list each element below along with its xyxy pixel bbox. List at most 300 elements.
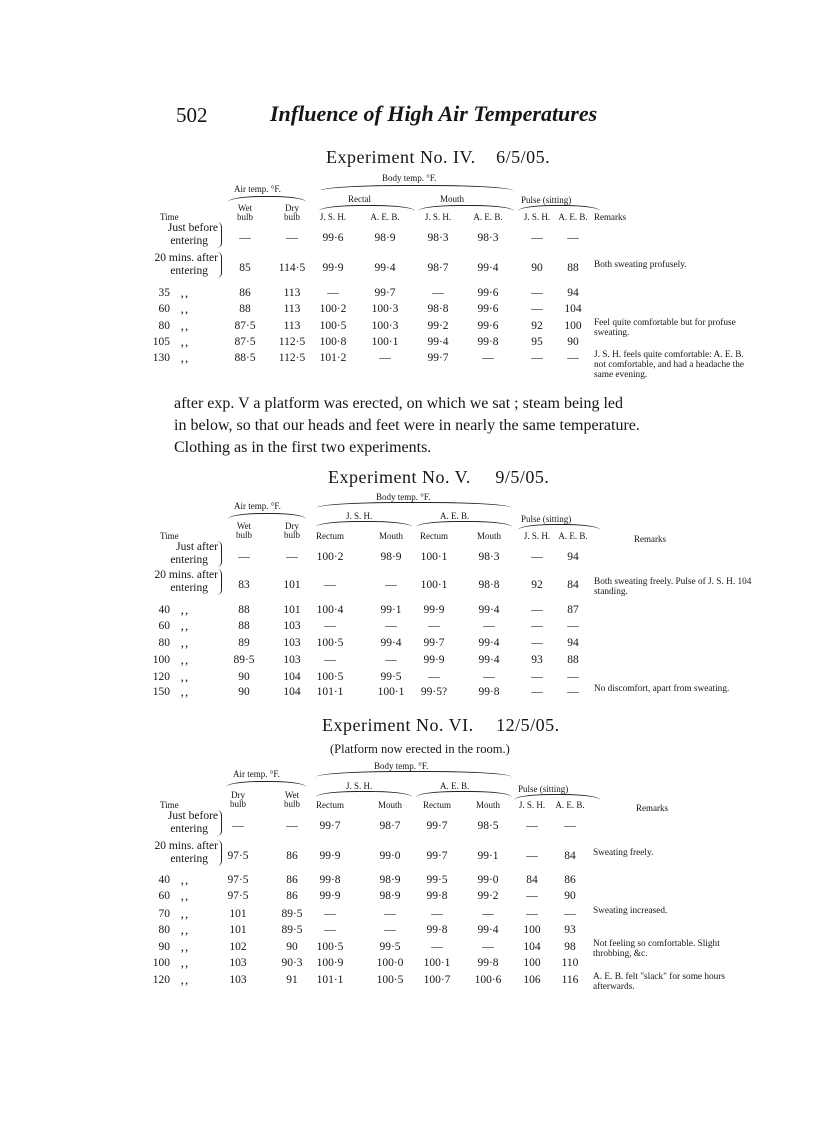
- paragraph-line-1: after exp. V a platform was erected, on which we sat ; steam being led: [174, 395, 624, 412]
- exp4-row-2-cell-5: 98·7: [427, 262, 449, 274]
- exp4-brace-pulse: [518, 205, 600, 211]
- exp6-row-3-cell-7: 84: [526, 874, 538, 886]
- exp6-row-3-cell-2: 86: [286, 874, 298, 886]
- exp6-row-9-cell-3: 101·1: [316, 974, 344, 986]
- exp6-row-6-cell-6: 99·4: [477, 924, 499, 936]
- paragraph-line-2: in below, so that our heads and feet were in nearly the same temperature.: [174, 417, 640, 434]
- exp4-row-5-cell-3: 100·5: [319, 320, 347, 332]
- exp5-brace-group1: [316, 521, 412, 527]
- exp5-row-5-cell-8: 94: [567, 637, 579, 649]
- exp5-brace-pulse: [518, 524, 600, 530]
- exp6-row-1-time-bottom: entering: [170, 823, 208, 835]
- exp6-row-4-cell-4: 98·9: [379, 890, 401, 902]
- exp5-row-7-cell-7: —: [531, 671, 543, 683]
- exp6-row-6-cell-4: —: [384, 924, 396, 936]
- exp5-brace-air: [228, 513, 306, 519]
- exp5-row-2-cell-3: —: [324, 579, 336, 591]
- exp6-row-2-cell-3: 99·9: [319, 850, 341, 862]
- exp6-row-9-cell-4: 100·5: [376, 974, 404, 986]
- exp5-row-6-cell-7: 93: [531, 654, 543, 666]
- exp6-row-9-cell-7: 106: [523, 974, 541, 986]
- exp5-row-5-cell-5: 99·7: [423, 637, 445, 649]
- exp6-row-6-cell-3: —: [324, 924, 336, 936]
- exp6-row-7-cell-6: —: [482, 941, 494, 953]
- exp4-row-3-cell-4: 99·7: [374, 287, 396, 299]
- exp6-hdr-air1-bottom: bulb: [229, 799, 246, 809]
- exp4-row-7-cell-5: 99·7: [427, 352, 449, 364]
- exp5-row-7-cell-4: 99·5: [380, 671, 402, 683]
- exp4-row-7-ditto: ‚‚: [180, 350, 189, 365]
- exp4-row-4-ditto: ‚‚: [180, 301, 189, 316]
- exp5-row-4-cell-3: —: [324, 620, 336, 632]
- exp4-row-3-cell-2: 113: [283, 287, 301, 299]
- exp5-hdr-pulse: Pulse (sitting): [521, 514, 572, 524]
- exp5-brace-group2: [416, 521, 512, 527]
- exp4-row-5-cell-1: 87·5: [234, 320, 256, 332]
- exp5-row-5-cell-3: 100·5: [316, 637, 344, 649]
- exp5-row-6-cell-8: 88: [567, 654, 579, 666]
- exp5-row-3-ditto: ‚‚: [180, 602, 189, 617]
- exp6-row-3-cell-4: 98·9: [379, 874, 401, 886]
- exp6-row-4-time: 60: [158, 890, 170, 902]
- exp4-hdr-pulse-2: A. E. B.: [558, 212, 588, 222]
- exp5-row-3-time: 40: [158, 604, 170, 616]
- exp6-row-7-cell-7: 104: [523, 941, 541, 953]
- exp4-row-3-cell-3: —: [327, 287, 339, 299]
- exp4-hdr-pulse: Pulse (sitting): [521, 195, 572, 205]
- exp5-row-2-cell-5: 100·1: [420, 579, 448, 591]
- exp4-brace-body: [319, 185, 514, 191]
- exp6-row-8-cell-3: 100·9: [316, 957, 344, 969]
- exp5-row-8-ditto: ‚‚: [180, 684, 189, 699]
- exp4-row-5-cell-7: 92: [531, 320, 543, 332]
- exp5-row-5-ditto: ‚‚: [180, 635, 189, 650]
- exp6-row-3-cell-1: 97·5: [227, 874, 249, 886]
- exp4-row-6-cell-6: 99·8: [477, 336, 499, 348]
- exp5-row-1-time-bottom: entering: [170, 554, 208, 566]
- page-number: 502: [176, 103, 208, 127]
- exp5-row-6-time: 100: [152, 654, 170, 666]
- exp6-row-1-cell-4: 98·7: [379, 820, 401, 832]
- exp5-title-text: Experiment No. V.: [328, 467, 471, 487]
- exp6-row-1-cell-6: 98·5: [477, 820, 499, 832]
- exp4-row-2-time-bottom: entering: [170, 265, 208, 277]
- exp4-row-7-remark: J. S. H. feels quite comfortable: A. E. B. not comfortable, and had a headache the same evening.: [594, 350, 744, 380]
- exp4-row-2-cell-6: 99·4: [477, 262, 499, 274]
- exp4-hdr-time: Time: [160, 212, 179, 222]
- exp6-row-1-cell-5: 99·7: [426, 820, 448, 832]
- exp5-row-3-cell-1: 88: [238, 604, 250, 616]
- exp4-hdr-col-3: J. S. H.: [424, 212, 452, 222]
- exp4-row-1-cell-7: —: [531, 232, 543, 244]
- exp6-brace-group2: [416, 791, 512, 797]
- exp4-hdr-col-4: A. E. B.: [473, 212, 503, 222]
- exp4-row-4-cell-7: —: [531, 303, 543, 315]
- exp4-brace-group2: [418, 205, 514, 211]
- exp6-row-2-cell-6: 99·1: [477, 850, 499, 862]
- exp6-row-9-cell-8: 116: [561, 974, 579, 986]
- exp4-row-3-cell-1: 86: [239, 287, 251, 299]
- exp5-row-4-cell-4: —: [385, 620, 397, 632]
- exp4-row-1-cell-5: 98·3: [427, 232, 449, 244]
- exp4-row-2-cell-8: 88: [567, 262, 579, 274]
- exp6-row-7-cell-2: 90: [286, 941, 298, 953]
- exp5-row-5-cell-2: 103: [283, 637, 301, 649]
- exp6-row-2-cell-8: 84: [564, 850, 576, 862]
- exp6-row-7-cell-3: 100·5: [316, 941, 344, 953]
- exp6-hdr-time: Time: [160, 800, 179, 810]
- exp5-row-3-cell-3: 100·4: [316, 604, 344, 616]
- exp5-row-3-cell-7: —: [531, 604, 543, 616]
- exp4-row-2-time-top: 20 mins. after: [154, 252, 218, 264]
- exp5-row-1-cell-4: 98·9: [380, 551, 402, 563]
- exp5-row-1-cell-7: —: [531, 551, 543, 563]
- exp5-row-6-cell-5: 99·9: [423, 654, 445, 666]
- exp6-row-4-cell-3: 99·9: [319, 890, 341, 902]
- exp5-row-4-cell-8: —: [567, 620, 579, 632]
- exp6-row-2-cell-2: 86: [286, 850, 298, 862]
- exp4-brace-group1: [319, 205, 415, 211]
- exp6-hdr-remarks: Remarks: [636, 803, 668, 813]
- exp5-hdr-pulse-2: A. E. B.: [558, 531, 588, 541]
- exp4-row-5-cell-4: 100·3: [371, 320, 399, 332]
- exp6-row-1-cell-1: —: [232, 820, 244, 832]
- exp6-row-6-time: 80: [158, 924, 170, 936]
- exp6-hdr-air2-top: Wet: [284, 790, 300, 800]
- exp6-row-2-cell-4: 99·0: [379, 850, 401, 862]
- exp4-hdr-air2-bottom: bulb: [283, 212, 300, 222]
- exp6-hdr-pulse-2: A. E. B.: [555, 800, 585, 810]
- exp4-hdr-col-1: J. S. H.: [319, 212, 347, 222]
- exp6-row-4-cell-6: 99·2: [477, 890, 499, 902]
- exp6-row-8-cell-5: 100·1: [423, 957, 451, 969]
- exp6-row-5-cell-3: —: [324, 908, 336, 920]
- exp5-row-7-cell-1: 90: [238, 671, 250, 683]
- exp5-row-2-time-bottom: entering: [170, 582, 208, 594]
- exp4-row-6-cell-5: 99·4: [427, 336, 449, 348]
- exp6-row-1-time-top: Just before: [167, 810, 218, 822]
- exp6-row-5-cell-2: 89·5: [281, 908, 303, 920]
- exp4-row-7-cell-8: —: [567, 352, 579, 364]
- exp6-row-4-cell-5: 99·8: [426, 890, 448, 902]
- exp5-row-6-cell-1: 89·5: [233, 654, 255, 666]
- exp5-row-1-cell-8: 94: [567, 551, 579, 563]
- exp6-row-7-cell-8: 98: [564, 941, 576, 953]
- exp4-row-3-time: 35: [158, 287, 170, 299]
- exp5-row-1-cell-5: 100·1: [420, 551, 448, 563]
- exp5-row-1-time-top: Just after: [176, 541, 218, 553]
- page-title: Influence of High Air Temperatures: [270, 101, 598, 126]
- exp5-hdr-col-3: Rectum: [420, 531, 448, 541]
- exp5-row-4-cell-2: 103: [283, 620, 301, 632]
- exp5-row-8-cell-1: 90: [238, 686, 250, 698]
- exp6-brace-air: [226, 781, 306, 787]
- exp6-row-6-ditto: ‚‚: [180, 922, 189, 937]
- exp4-row-4-cell-1: 88: [239, 303, 251, 315]
- exp6-row-8-cell-1: 103: [229, 957, 247, 969]
- exp5-row-5-cell-1: 89: [238, 637, 250, 649]
- exp4-row-3-cell-6: 99·6: [477, 287, 499, 299]
- exp4-row-5-time: 80: [158, 320, 170, 332]
- exp5-hdr-air2-top: Dry: [285, 521, 299, 531]
- exp4-row-7-cell-7: —: [531, 352, 543, 364]
- exp6-row-1-cell-8: —: [564, 820, 576, 832]
- exp6-row-4-cell-2: 86: [286, 890, 298, 902]
- exp4-row-4-cell-6: 99·6: [477, 303, 499, 315]
- exp5-row-8-cell-4: 100·1: [377, 686, 405, 698]
- exp4-row-6-cell-4: 100·1: [371, 336, 399, 348]
- exp6-hdr-air: Air temp. °F.: [233, 769, 280, 779]
- exp4-row-6-cell-2: 112·5: [278, 336, 306, 348]
- exp4-row-1-cell-8: —: [567, 232, 579, 244]
- exp6-hdr-pulse-1: J. S. H.: [518, 800, 546, 810]
- exp6-row-2-time-top: 20 mins. after: [154, 840, 218, 852]
- exp4-row-3-cell-5: —: [432, 287, 444, 299]
- exp6-row-9-ditto: ‚‚: [180, 972, 189, 987]
- exp6-date: 12/5/05.: [496, 715, 560, 735]
- exp5-row-7-cell-6: —: [483, 671, 495, 683]
- exp5-row-8-cell-8: —: [567, 686, 579, 698]
- exp4-row-6-ditto: ‚‚: [180, 334, 189, 349]
- exp6-row-6-cell-1: 101: [229, 924, 247, 936]
- exp5-row-4-cell-5: —: [428, 620, 440, 632]
- exp5-row-1-cell-1: —: [238, 551, 250, 563]
- exp5-row-8-cell-5: 99·5?: [420, 686, 448, 698]
- exp4-hdr-remarks: Remarks: [594, 212, 626, 222]
- exp4-row-1-cell-4: 98·9: [374, 232, 396, 244]
- exp5-row-4-time: 60: [158, 620, 170, 632]
- exp5-row-8-time: 150: [152, 686, 170, 698]
- exp4-row-6-time: 105: [152, 336, 170, 348]
- exp5-hdr-group1: J. S. H.: [346, 511, 373, 521]
- exp5-row-6-cell-4: —: [385, 654, 397, 666]
- exp5-brace-body: [316, 502, 512, 508]
- exp6-row-9-cell-2: 91: [286, 974, 298, 986]
- exp5-row-6-cell-6: 99·4: [478, 654, 500, 666]
- exp4-date: 6/5/05.: [496, 147, 551, 167]
- exp5-row-6-cell-2: 103: [283, 654, 301, 666]
- exp6-row-7-cell-1: 102: [229, 941, 247, 953]
- paragraph-line-3: Clothing as in the first two experiments.: [174, 439, 432, 456]
- exp6-row-8-cell-6: 99·8: [477, 957, 499, 969]
- exp6-row-7-ditto: ‚‚: [180, 939, 189, 954]
- exp5-row-2-cell-1: 83: [238, 579, 250, 591]
- exp5-row-5-cell-6: 99·4: [478, 637, 500, 649]
- exp5-row-7-cell-8: —: [567, 671, 579, 683]
- exp6-row-3-cell-5: 99·5: [426, 874, 448, 886]
- exp6-row-3-cell-3: 99·8: [319, 874, 341, 886]
- exp5-row-3-cell-8: 87: [567, 604, 579, 616]
- exp6-row-2-cell-5: 99·7: [426, 850, 448, 862]
- exp6-row-4-ditto: ‚‚: [180, 888, 189, 903]
- exp4-row-7-cell-2: 112·5: [278, 352, 306, 364]
- exp6-hdr-col-1: Rectum: [316, 800, 344, 810]
- exp4-hdr-air1-bottom: bulb: [236, 212, 253, 222]
- exp4-row-3-cell-7: —: [531, 287, 543, 299]
- exp5-hdr-air: Air temp. °F.: [234, 501, 281, 511]
- exp6-row-7-remark: Not feeling so comfortable. Slight throbbing, &c.: [593, 939, 720, 959]
- exp4-hdr-group1: Rectal: [348, 194, 371, 204]
- exp5-row-4-cell-7: —: [531, 620, 543, 632]
- exp5-row-8-remark: No discomfort, apart from sweating.: [594, 684, 730, 694]
- exp6-title: [322, 715, 560, 736]
- exp6-row-5-time: 70: [158, 908, 170, 920]
- exp5-row-8-cell-6: 99·8: [478, 686, 500, 698]
- exp6-row-1-cell-3: 99·7: [319, 820, 341, 832]
- exp6-row-4-cell-1: 97·5: [227, 890, 249, 902]
- exp4-row-5-ditto: ‚‚: [180, 318, 189, 333]
- exp6-hdr-col-2: Mouth: [377, 800, 402, 810]
- exp6-row-9-remark: A. E. B. felt "slack" for some hours afterwards.: [593, 972, 726, 992]
- exp4-hdr-air: Air temp. °F.: [234, 184, 281, 194]
- exp5-row-3-cell-4: 99·1: [380, 604, 402, 616]
- exp6-hdr-group1: J. S. H.: [346, 781, 373, 791]
- exp6-row-6-cell-7: 100: [523, 924, 541, 936]
- exp6-row-1-cell-7: —: [526, 820, 538, 832]
- exp4-row-7-time: 130: [152, 352, 170, 364]
- exp5-row-8-cell-2: 104: [283, 686, 301, 698]
- exp5-row-1-cell-6: 98·3: [478, 551, 500, 563]
- exp5-row-2-cell-4: —: [385, 579, 397, 591]
- exp6-row-6-cell-5: 99·8: [426, 924, 448, 936]
- exp4-row-2-cell-4: 99·4: [374, 262, 396, 274]
- exp6-row-9-cell-5: 100·7: [423, 974, 451, 986]
- exp6-row-6-cell-8: 93: [564, 924, 576, 936]
- exp6-row-6-cell-2: 89·5: [281, 924, 303, 936]
- exp4-row-1-time-bottom: entering: [170, 235, 208, 247]
- exp4-hdr-air1-top: Wet: [237, 203, 253, 213]
- exp5-row-6-ditto: ‚‚: [180, 652, 189, 667]
- exp4-row-4-cell-2: 113: [283, 303, 301, 315]
- exp5-row-2-cell-6: 98·8: [478, 579, 500, 591]
- exp6-hdr-col-3: Rectum: [423, 800, 451, 810]
- exp4-row-5-cell-5: 99·2: [427, 320, 449, 332]
- exp5-row-2-time-top: 20 mins. after: [154, 569, 218, 581]
- exp4-row-2-cell-7: 90: [531, 262, 543, 274]
- exp4-row-2-cell-3: 99·9: [322, 262, 344, 274]
- exp4-row-7-cell-3: 101·2: [319, 352, 347, 364]
- exp4-row-4-cell-8: 104: [564, 303, 582, 315]
- exp5-row-7-ditto: ‚‚: [180, 669, 189, 684]
- exp5-row-2-cell-7: 92: [531, 579, 543, 591]
- exp6-row-1-cell-2: —: [286, 820, 298, 832]
- exp6-hdr-body: Body temp. °F.: [374, 761, 429, 771]
- exp4-row-7-cell-1: 88·5: [234, 352, 256, 364]
- exp5-row-5-cell-4: 99·4: [380, 637, 402, 649]
- exp4-hdr-group2: Mouth: [440, 194, 465, 204]
- exp5-row-6-cell-3: —: [324, 654, 336, 666]
- exp5-row-8-cell-3: 101·1: [316, 686, 344, 698]
- exp4-row-6-cell-8: 90: [567, 336, 579, 348]
- exp4-row-2-cell-1: 85: [239, 262, 251, 274]
- exp6-row-3-time: 40: [158, 874, 170, 886]
- exp5-hdr-air1-top: Wet: [236, 521, 252, 531]
- exp6-row-7-time: 90: [158, 941, 170, 953]
- exp4-row-1-cell-3: 99·6: [322, 232, 344, 244]
- exp4-row-2-cell-2: 114·5: [278, 262, 306, 274]
- exp5-row-1-cell-3: 100·2: [316, 551, 344, 563]
- exp6-row-5-cell-6: —: [482, 908, 494, 920]
- exp4-row-4-time: 60: [158, 303, 170, 315]
- exp5-hdr-body: Body temp. °F.: [376, 492, 431, 502]
- exp6-row-3-ditto: ‚‚: [180, 872, 189, 887]
- exp6-row-5-cell-8: —: [564, 908, 576, 920]
- exp5-row-1-cell-2: —: [286, 551, 298, 563]
- exp6-hdr-pulse: Pulse (sitting): [518, 784, 569, 794]
- exp4-row-1-time-top: Just before: [167, 222, 218, 234]
- exp6-row-5-cell-5: —: [431, 908, 443, 920]
- exp4-title-text: Experiment No. IV.: [326, 147, 476, 167]
- exp6-row-9-cell-1: 103: [229, 974, 247, 986]
- exp6-row-4-cell-7: —: [526, 890, 538, 902]
- exp5-row-8-cell-7: —: [531, 686, 543, 698]
- exp4-hdr-body: Body temp. °F.: [382, 173, 437, 183]
- exp6-row-7-cell-5: —: [431, 941, 443, 953]
- exp6-row-8-time: 100: [152, 957, 170, 969]
- exp4-brace-air: [228, 196, 306, 202]
- exp5-row-4-cell-6: —: [483, 620, 495, 632]
- exp4-row-4-cell-5: 98·8: [427, 303, 449, 315]
- exp6-row-8-cell-4: 100·0: [376, 957, 404, 969]
- exp6-brace-body: [316, 771, 512, 777]
- exp5-hdr-group2: A. E. B.: [440, 511, 470, 521]
- exp6-row-8-cell-2: 90·3: [281, 957, 303, 969]
- exp6-hdr-air1-top: Dry: [231, 790, 245, 800]
- exp5-row-3-cell-5: 99·9: [423, 604, 445, 616]
- exp6-row-9-cell-6: 100·6: [474, 974, 502, 986]
- exp4-row-6-cell-3: 100·8: [319, 336, 347, 348]
- exp6-row-5-cell-1: 101: [229, 908, 247, 920]
- exp4-row-3-cell-8: 94: [567, 287, 579, 299]
- exp5-title: [328, 467, 549, 488]
- exp6-row-2-time-bottom: entering: [170, 853, 208, 865]
- exp4-row-1-cell-6: 98·3: [477, 232, 499, 244]
- exp6-row-2-remark: Sweating freely.: [593, 848, 654, 858]
- exp5-hdr-air2-bottom: bulb: [283, 530, 300, 540]
- exp4-row-4-cell-4: 100·3: [371, 303, 399, 315]
- exp5-row-7-cell-5: —: [428, 671, 440, 683]
- exp6-row-5-ditto: ‚‚: [180, 906, 189, 921]
- exp4-row-7-cell-6: —: [482, 352, 494, 364]
- exp5-row-5-cell-7: —: [531, 637, 543, 649]
- exp6-row-3-cell-6: 99·0: [477, 874, 499, 886]
- exp4-row-5-cell-2: 113: [283, 320, 301, 332]
- exp4-row-3-ditto: ‚‚: [180, 285, 189, 300]
- exp6-row-5-remark: Sweating increased.: [593, 906, 668, 916]
- exp5-row-7-cell-2: 104: [283, 671, 301, 683]
- exp5-row-4-cell-1: 88: [238, 620, 250, 632]
- exp4-row-5-cell-8: 100: [564, 320, 582, 332]
- exp6-hdr-group2: A. E. B.: [440, 781, 470, 791]
- exp5-row-2-cell-8: 84: [567, 579, 579, 591]
- exp6-brace-group1: [316, 791, 412, 797]
- exp5-hdr-col-1: Rectum: [316, 531, 344, 541]
- exp4-row-1-cell-2: —: [286, 232, 298, 244]
- exp4-row-1-cell-1: —: [239, 232, 251, 244]
- exp5-row-7-cell-3: 100·5: [316, 671, 344, 683]
- exp6-title-text: Experiment No. VI.: [322, 715, 474, 735]
- exp6-row-9-time: 120: [152, 974, 170, 986]
- exp4-hdr-air2-top: Dry: [285, 203, 299, 213]
- exp6-hdr-col-4: Mouth: [475, 800, 500, 810]
- exp5-row-7-time: 120: [152, 671, 170, 683]
- exp6-row-7-cell-4: 99·5: [379, 941, 401, 953]
- exp5-hdr-col-2: Mouth: [378, 531, 403, 541]
- exp5-hdr-time: Time: [160, 531, 179, 541]
- exp6-row-8-cell-7: 100: [523, 957, 541, 969]
- exp6-hdr-air2-bottom: bulb: [283, 799, 300, 809]
- exp5-row-4-ditto: ‚‚: [180, 618, 189, 633]
